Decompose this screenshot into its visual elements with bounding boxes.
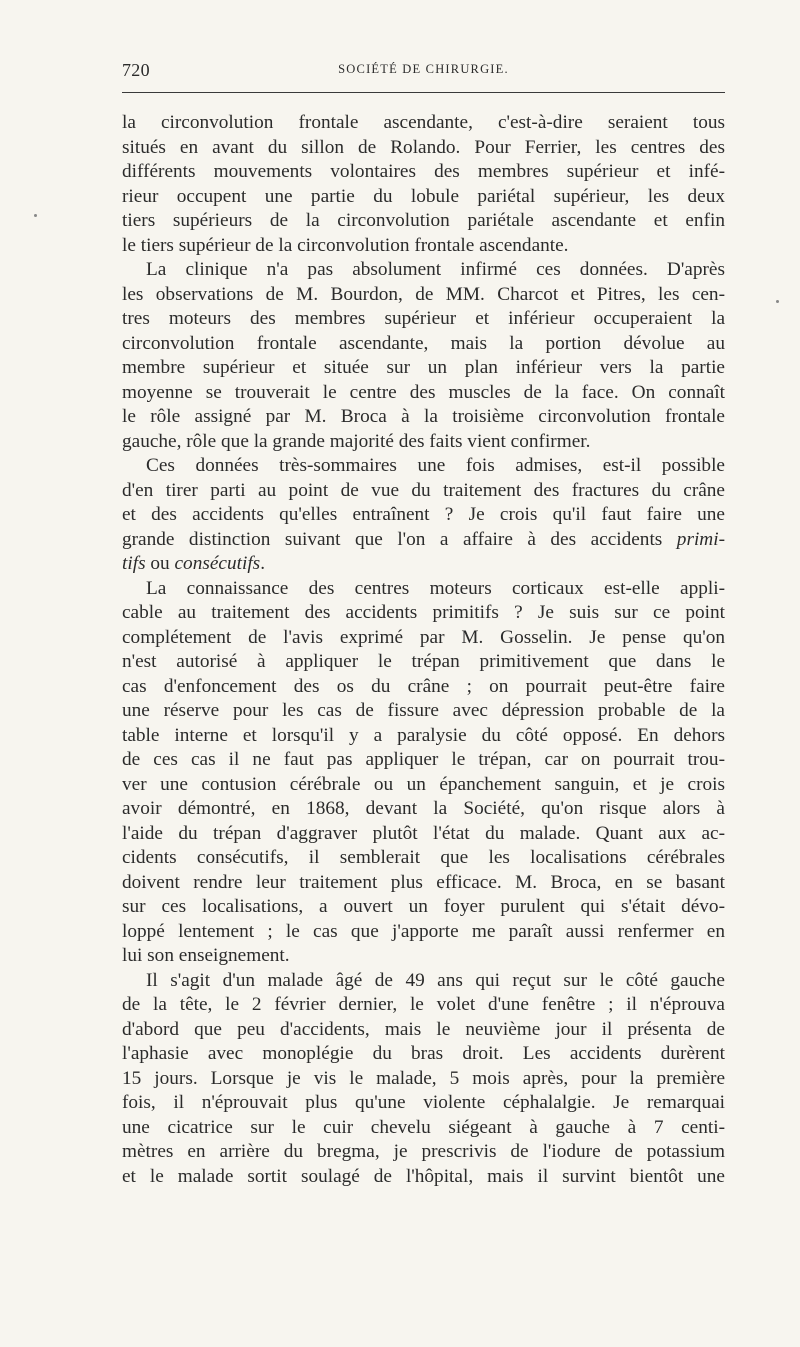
text-line [122,699,725,724]
text-line [122,209,725,234]
line-text: cidents consécutifs, il semblerait que les localisations cérébrales [122,847,725,868]
text-line [122,748,725,773]
text-line [122,626,725,651]
line-text: et des accidents qu'elles entraînent ? Je crois qu'il faut faire une [122,504,725,525]
page-number: 720 [122,60,150,80]
text-line [122,920,725,945]
line-text: les observations de M. Bourdon, de MM. Charcot et Pitres, les cen- [122,283,725,305]
line-text: grande distinction suivant que l'on a affaire à des accidents [122,528,677,550]
line-text: rieur occupent une partie du lobule pariétal supérieur, les deux [122,185,725,207]
text-line [122,356,725,381]
text-line [122,846,725,871]
line-text: d'en tirer parti au point de vue du traitement des fractures du crâne [122,479,725,501]
text-line [122,944,725,969]
line-text: sur ces localisations, a ouvert un foyer purulent qui s'était dévo- [122,896,725,917]
line-text: une cicatrice sur le cuir chevelu siégeant à gauche à 7 centi- [122,1116,725,1138]
text-line [122,1067,725,1092]
ink-speck [34,214,37,217]
line-text: loppé lentement ; le cas que j'apporte me paraît aussi renfermer en [122,920,725,942]
text-line [122,160,725,185]
text-line [122,1116,725,1141]
line-text: doivent rendre leur traitement plus efficace. M. Broca, en se basant [122,871,725,893]
text-line [122,650,725,675]
ink-speck [776,300,779,303]
text-line [122,1042,725,1067]
text-line [122,577,725,602]
header-rule [122,92,725,93]
text-line [122,234,725,259]
line-text: d'abord que peu d'accidents, mais le neuvième jour il présenta de [122,1018,725,1040]
line-text: une réserve pour les cas de fissure avec dépression probable de la [122,700,725,721]
line-text: cable au traitement des accidents primitifs ? Je suis sur ce point [122,602,725,623]
text-line [122,552,725,577]
text-line [122,307,725,332]
text-line [122,601,725,626]
line-text: fois, il n'éprouvait plus qu'une violente céphalalgie. Je remarquai [122,1092,725,1113]
text-line [122,430,725,455]
text-line [122,969,725,994]
text-line [122,185,725,210]
line-text: le rôle assigné par M. Broca à la troisième circonvolution frontale [122,406,725,427]
line-text: la circonvolution frontale ascendante, c'est-à-dire seraient tous [122,112,725,133]
line-text: Ces données très-sommaires une fois admises, est-il possible [146,455,725,476]
line-text: La clinique n'a pas absolument infirmé ces données. D'après [146,259,725,280]
line-text: . [260,553,266,574]
text-line [122,1165,725,1190]
line-text: La connaissance des centres moteurs corticaux est-elle appli- [146,577,725,599]
line-text: moyenne se trouverait le centre des muscles de la face. On connaît [122,381,725,403]
italic-text: tifs [122,553,146,574]
line-text: n'est autorisé à appliquer le trépan primitivement que dans le [122,651,725,672]
text-line [122,1018,725,1043]
line-text: gauche, rôle que la grande majorité des faits vient confirmer. [122,430,591,452]
text-line [122,332,725,357]
text-line [122,724,725,749]
line-text: ver une contusion cérébrale ou un épanchement sanguin, et je crois [122,773,725,795]
text-line [122,1140,725,1165]
line-text: ou [145,553,175,574]
text-line [122,405,725,430]
text-line [122,381,725,406]
page-header [122,60,725,84]
line-text: table interne et lorsqu'il y a paralysie du côté opposé. En dehors [122,724,725,746]
line-text: cas d'enfoncement des os du crâne ; on pourrait peut-être faire [122,675,725,697]
text-line [122,675,725,700]
text-line [122,479,725,504]
line-text: et le malade sortit soulagé de l'hôpital, mais il survint bientôt une [122,1165,725,1187]
line-text: tiers supérieurs de la circonvolution pariétale ascendante et enfin [122,210,725,231]
running-title: SOCIÉTÉ DE CHIRURGIE. [338,62,509,76]
text-line [122,797,725,822]
line-text: situés en avant du sillon de Rolando. Pour Ferrier, les centres des [122,136,725,158]
line-text: l'aphasie avec monoplégie du bras droit. Les accidents durèrent [122,1043,725,1064]
text-line [122,454,725,479]
italic-text: primi- [676,528,725,550]
line-text: de ces cas il ne faut pas appliquer le trépan, car on pourrait trou- [122,749,725,770]
text-line [122,136,725,161]
line-text: Il s'agit d'un malade âgé de 49 ans qui reçut sur le côté gauche [146,969,725,991]
text-line [122,773,725,798]
body-text [122,111,725,1189]
line-text: 15 jours. Lorsque je vis le malade, 5 mois après, pour la première [122,1067,725,1089]
line-text: complétement de l'avis exprimé par M. Gosselin. Je pense qu'on [122,626,725,648]
line-text: de la tête, le 2 février dernier, le volet d'une fenêtre ; il n'éprouva [122,994,725,1015]
line-text: le tiers supérieur de la circonvolution frontale ascendante. [122,234,569,256]
line-text: tres moteurs des membres supérieur et inférieur occuperaient la [122,308,725,329]
italic-text: consécutifs [174,553,261,574]
text-line [122,993,725,1018]
line-text: membre supérieur et située sur un plan inférieur vers la partie [122,357,725,378]
line-text: avoir démontré, en 1868, devant la Société, qu'on risque alors à [122,798,725,819]
text-line [122,111,725,136]
text-line [122,822,725,847]
text-line [122,258,725,283]
text-line [122,503,725,528]
text-line [122,283,725,308]
line-text: différents mouvements volontaires des membres supérieur et infé- [122,161,725,182]
line-text: mètres en arrière du bregma, je prescrivis de l'iodure de potassium [122,1141,725,1162]
line-text: circonvolution frontale ascendante, mais la portion dévolue au [122,332,725,354]
text-line [122,871,725,896]
line-text: l'aide du trépan d'aggraver plutôt l'état du malade. Quant aux ac- [122,822,725,844]
text-line [122,1091,725,1116]
line-text: lui son enseignement. [122,945,290,966]
text-line [122,895,725,920]
text-line [122,528,725,553]
